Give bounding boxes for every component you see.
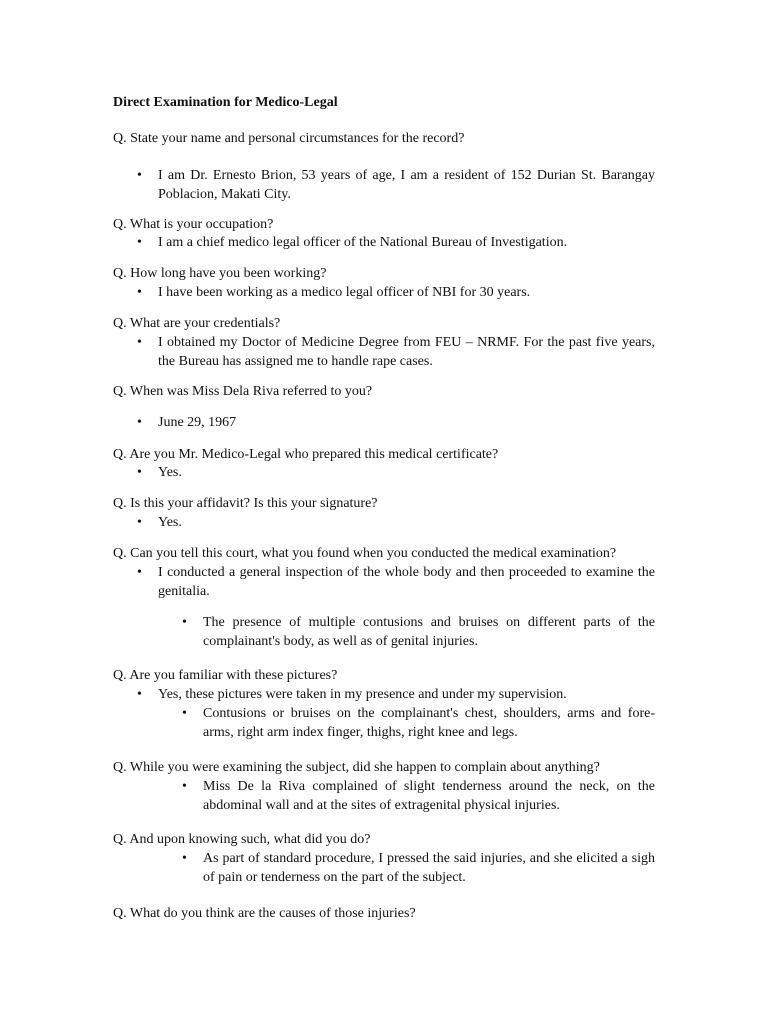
- answer-bullet: • I conducted a general inspection of the whole body and then proceeded to examine the genitalia.: [158, 564, 655, 601]
- answer-bullet: • I have been working as a medico legal officer of NBI for 30 years.: [158, 284, 655, 303]
- question: Q. Are you familiar with these pictures?: [113, 668, 338, 683]
- answer-bullet: • Yes.: [158, 464, 655, 483]
- answer-bullet: • Yes.: [158, 514, 655, 533]
- answer-bullet: • Yes, these pictures were taken in my presence and under my supervision.: [158, 686, 655, 705]
- question: Q. What is your occupation?: [113, 217, 274, 232]
- question: Q. While you were examining the subject, did she happen to complain about anything?: [113, 760, 600, 775]
- answer-bullet: • I am a chief medico legal officer of the National Bureau of Investigation.: [158, 234, 655, 253]
- answer-sub-bullet: • The presence of multiple contusions and bruises on different parts of the complainant's body, as well as of genital injuries.: [203, 614, 655, 651]
- question: Q. What are your credentials?: [113, 316, 281, 331]
- question: Q. Is this your affidavit? Is this your signature?: [113, 496, 378, 511]
- answer-bullet: • I obtained my Doctor of Medicine Degree from FEU – NRMF. For the past five years, the Bureau has assigned me to handle rape cases.: [158, 334, 655, 371]
- question: Q. Can you tell this court, what you found when you conducted the medical examination?: [113, 546, 617, 561]
- question: Q. State your name and personal circumstances for the record?: [113, 131, 465, 146]
- question: Q. And upon knowing such, what did you do?: [113, 832, 371, 847]
- answer-sub-bullet: • Miss De la Riva complained of slight tenderness around the neck, on the abdominal wall and at the sites of extragenital physical injuries.: [203, 778, 655, 815]
- document-title: Direct Examination for Medico-Legal: [113, 95, 338, 110]
- answer-bullet: • June 29, 1967: [158, 414, 655, 433]
- question: Q. What do you think are the causes of those injuries?: [113, 906, 416, 921]
- answer-sub-bullet: • Contusions or bruises on the complainant's chest, shoulders, arms and fore-arms, right arm index finger, thighs, right knee and legs.: [203, 705, 655, 742]
- question: Q. Are you Mr. Medico-Legal who prepared this medical certificate?: [113, 447, 499, 462]
- answer-bullet: • I am Dr. Ernesto Brion, 53 years of age, I am a resident of 152 Durian St. Barangay Poblacion, Makati City.: [158, 167, 655, 204]
- question: Q. How long have you been working?: [113, 266, 327, 281]
- answer-sub-bullet: • As part of standard procedure, I pressed the said injuries, and she elicited a sigh of pain or tenderness on the part of the subject.: [203, 850, 655, 887]
- question: Q. When was Miss Dela Riva referred to you?: [113, 384, 373, 399]
